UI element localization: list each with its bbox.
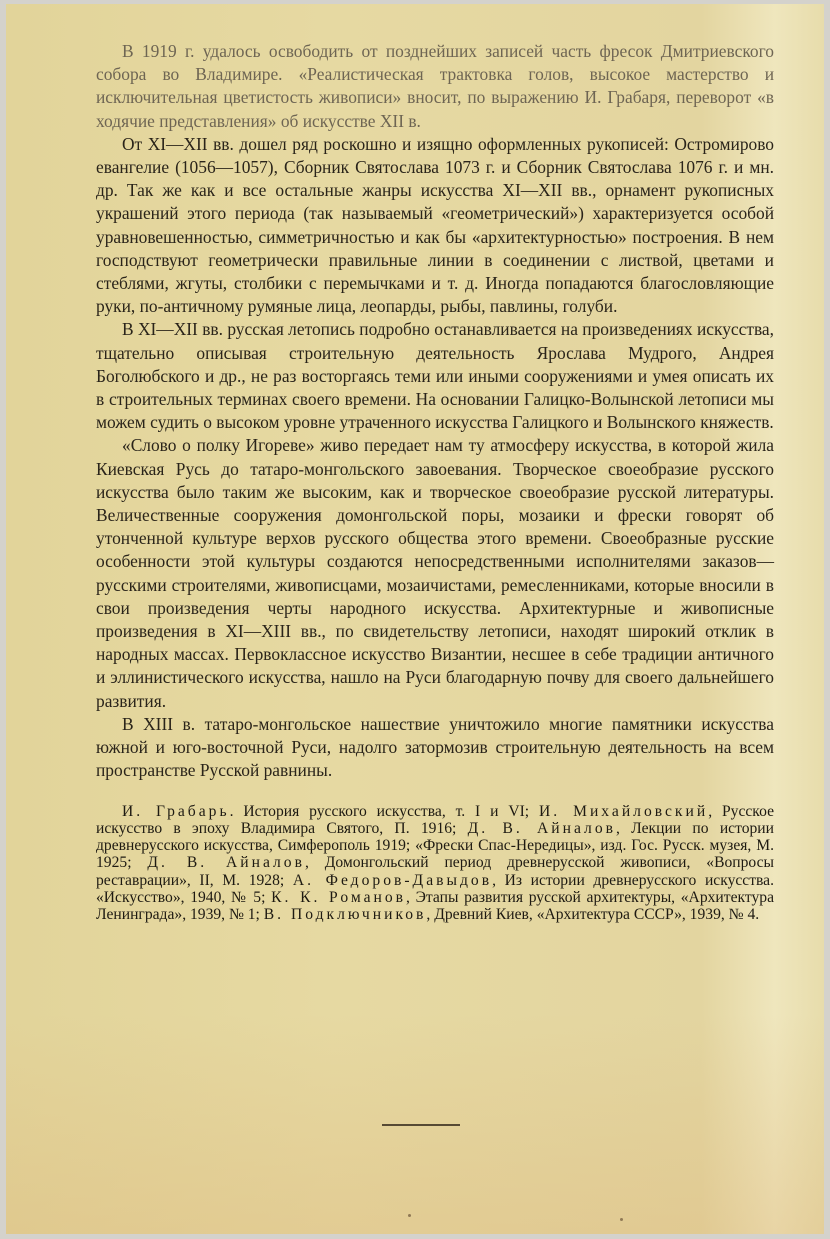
author-name: К. К. Романов: [271, 888, 407, 906]
citation-text: , Из истории древнерусского искусства. «Искусство», 1940, № 5;: [96, 871, 775, 906]
author-name: Д. В. Айналов: [147, 854, 305, 872]
bibliography-footnote: [96, 803, 774, 924]
paragraph-5: В XIII в. татаро-монгольское нашествие уничтожило многие памятники искусства южной и юго-восточной Руси, надолго затормозив строительную деятельность на всем пространстве Русской равнины.: [96, 713, 774, 781]
paper-speck: [620, 1218, 623, 1221]
paper-speck: [408, 1214, 411, 1217]
author-name: И. Грабарь: [122, 802, 230, 820]
author-name: И. Михайловский: [539, 802, 709, 820]
citation-text: , Лекции по истории древнерусского искусства, Симферополь 1919; «Фрески Спас-Нередицы», изд. Гос. Русск. музея, М. 1925;: [96, 819, 774, 872]
citation-text: , Древний Киев, «Архитектура СССР», 1939, № 4.: [426, 906, 760, 924]
book-page: [6, 4, 824, 1234]
citation-text: , Этапы развития русской архитектуры, «Архитектура Ленинграда», 1939, № 1;: [96, 888, 774, 924]
page-content: [96, 40, 774, 924]
paragraph-4: «Слово о полку Игореве» живо передает нам ту атмосферу искусства, в которой жила Киевская Русь до татаро-монгольского завоевания. Творческое своеобразие русского искусства было таким же высоким, как и творческое своеобразие русской литературы. Величественные сооружения домонгольской поры, мозаики и фрески говорят об утонченной культуре верхов русского общества этого времени. Своеобразные русские особенности этой культуры создаются непосредственными исполнителями заказов—русскими строителями, живописцами, мозаичистами, ремесленниками, которые вносили в свои произведения черты народного искусства. Архитектурные и живописные произведения в XI—XIII вв., по свидетельству летописи, находят широкий отклик в народных массах. Первоклассное искусство Византии, несшее в себе традиции античного и эллинистического искусства, нашло на Руси благодарную почву для своего дальнейшего развития.: [96, 435, 774, 711]
body-text: [96, 40, 774, 783]
citation-text: , Русское искусство в эпоху Владимира Святого, П. 1916;: [96, 802, 774, 837]
paragraph-3: В XI—XII вв. русская летопись подробно останавливается на произведениях искусства, тщательно описывая строительную деятельность Ярослава Мудрого, Андрея Боголюбского и др., не раз восторгаясь теми или иными сооружениями и умея описать их в строительных терминах своего времени. На основании Галицко-Волынской летописи мы можем судить о высоком уровне утраченного искусства Галицкого и Волынского княжеств.: [96, 319, 774, 433]
author-name: А. Федоров-Давыдов: [292, 871, 493, 889]
citation-text: , Домонгольский период древнерусской живописи, «Вопросы реставрации», II, М. 1928;: [96, 854, 774, 889]
paragraph-2: От XI—XII вв. дошел ряд роскошно и изящно оформленных рукописей: Остромирово евангелие (1056—1057), Сборник Святослава 1073 г. и Сборник Святослава 1076 г. и мн. др. Так же как и все остальные жанры искусства XI—XII вв., орнамент рукописных украшений этого периода (так называемый «геометрический») характеризуется особой уравновешенностью, симметричностью и как бы «архитектурностью» построения. В нем господствуют геометрически правильные линии в соединении с листвой, цветами и стеблями, жгуты, столбики с перемычками и т. д. Иногда попадаются благословляющие руки, по-античному румяные лица, леопарды, рыбы, павлины, голуби.: [96, 133, 774, 317]
author-name: Д. В. Айналов: [467, 819, 616, 837]
paragraph-1: В 1919 г. удалось освободить от позднейших записей часть фресок Дмитриевского собора во Владимире. «Реалистическая трактовка голов, высокое мастерство и исключительная цветистость живописи» вносит, по выражению И. Грабаря, переворот «в ходячие представления» об искусстве XII в.: [96, 41, 774, 131]
author-name: В. Подключников: [263, 906, 427, 924]
section-end-rule: [382, 1124, 460, 1126]
citation-text: . История русского искусства, т. I и VI;: [229, 802, 540, 820]
